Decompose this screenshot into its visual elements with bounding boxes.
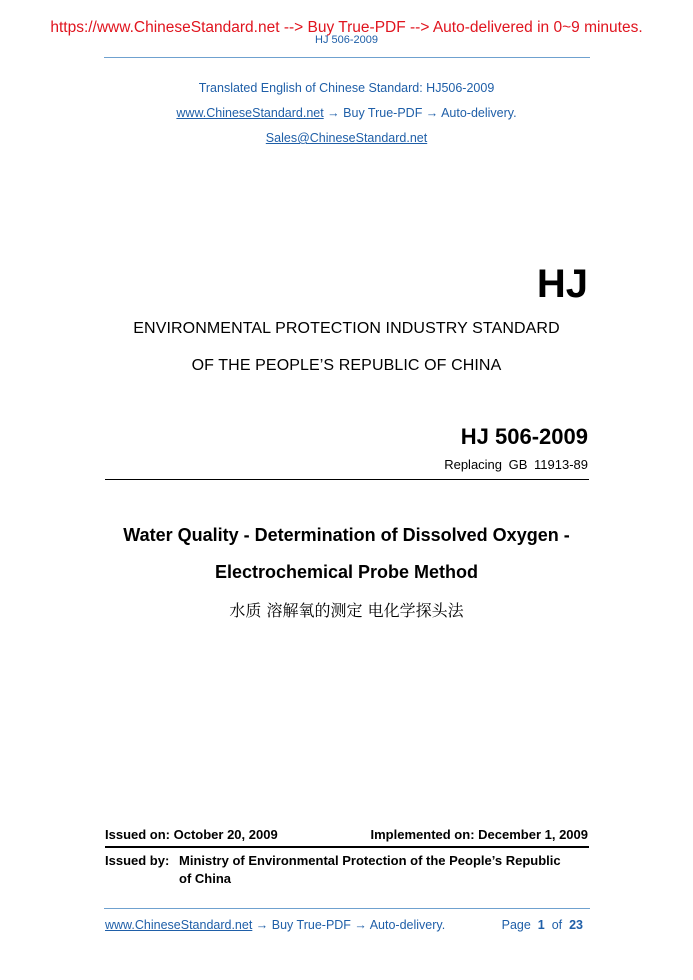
- document-title-line2: Electrochemical Probe Method: [214, 562, 479, 582]
- page-of: of: [551, 918, 563, 932]
- translation-delivery-line: [0, 106, 693, 120]
- title-divider: [105, 479, 589, 480]
- issued-on-date: Issued on: October 20, 2009: [105, 827, 278, 842]
- sales-email-line: [0, 131, 693, 145]
- replacing-note: Replacing GB 11913-89: [444, 457, 588, 472]
- header-standard-code: HJ 506-2009: [315, 34, 378, 46]
- footer-delivery-text: → Buy True-PDF → Auto-delivery.: [252, 918, 446, 932]
- issued-by-label: Issued by:: [105, 853, 170, 868]
- standard-logo: HJ: [536, 262, 588, 306]
- issued-by-line1: Ministry of Environmental Protection of the People’s Republic: [179, 853, 561, 868]
- issued-by-line2: of China: [179, 871, 231, 886]
- sales-email-link[interactable]: Sales@ChineseStandard.net: [265, 131, 428, 145]
- page-total: 23: [569, 918, 583, 932]
- translation-notice: Translated English of Chinese Standard: HJ506-2009: [198, 81, 495, 95]
- page-indicator: [502, 918, 583, 932]
- page-label: Page: [501, 918, 531, 932]
- org-name-line1: ENVIRONMENTAL PROTECTION INDUSTRY STANDARD: [133, 320, 560, 337]
- footer-divider: [104, 908, 590, 909]
- footer-delivery-line: [105, 918, 445, 932]
- site-link[interactable]: www.ChineseStandard.net: [176, 106, 324, 120]
- page-current: 1: [537, 918, 545, 932]
- org-name-line2: OF THE PEOPLE’S REPUBLIC OF CHINA: [191, 357, 502, 374]
- header-divider: [104, 57, 590, 58]
- issue-divider: [105, 846, 589, 848]
- implemented-on-date: Implemented on: December 1, 2009: [370, 827, 588, 842]
- footer-site-link[interactable]: www.ChineseStandard.net: [105, 918, 253, 932]
- standard-number: HJ 506-2009: [460, 424, 588, 449]
- document-title-line1: Water Quality - Determination of Dissolved Oxygen -: [123, 525, 570, 545]
- top-banner-link[interactable]: https://www.ChineseStandard.net --> Buy True-PDF --> Auto-delivered in 0~9 minutes.: [50, 19, 643, 36]
- document-title-chinese: 水质 溶解氧的测定 电化学探头法: [229, 601, 464, 620]
- delivery-text: → Buy True-PDF → Auto-delivery.: [323, 106, 517, 120]
